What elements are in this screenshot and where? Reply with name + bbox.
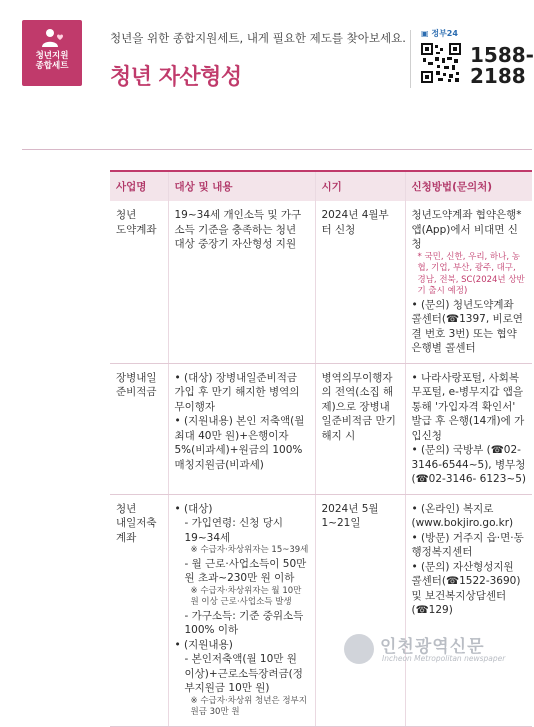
program-period: 2024년 4월부터 신청 xyxy=(315,201,405,363)
header-rule xyxy=(22,149,532,150)
call-center-number[interactable]: 1588- 2188 xyxy=(470,43,534,88)
program-content: • (대상) - 가입연령: 신청 당시 19~34세 ※ 수급자·차상위자는 15~39세 - 월 근로·사업소득이 50만 원 초과~230만 원 이하 ※ 수급자·차상위자는 월 10만 원 이상 근로·사업소득 발생 - 가구소득: 기준 중위소득 100% 이하 • (지원내용) - 본인저축액(월 10만 원 이상)+근로소득장려금(정부지원금 10만 원) ※ 수급자·차상위 청년은 정부지원금 30만 원 xyxy=(168,494,315,726)
qr-code-icon[interactable] xyxy=(421,43,461,83)
table-row xyxy=(110,363,532,494)
category-badge xyxy=(22,20,82,86)
table-header-row xyxy=(110,171,532,201)
watermark-logo-icon xyxy=(344,634,374,664)
table-row xyxy=(110,494,532,726)
column-header: 대상 및 내용 xyxy=(168,171,315,201)
program-period: 병역의무이행자의 전역(소집 해제)으로 장병내일준비적금 만기해지 시 xyxy=(315,363,405,494)
column-header: 사업명 xyxy=(110,171,168,201)
watermark-title: 인천광역신문 xyxy=(380,637,485,657)
watermark-subtitle: Incheon Metropolitan newspaper xyxy=(382,654,506,663)
program-apply: • 나라사랑포털, 사회복무포털, e-병무지갑 앱을 통해 '가입자격 확인서' 발급 후 은행(14개)에 가입신청 • (문의) 국방부 (☎02-3146-6544~5), 병무청 (☎02-3146- 6123~5) xyxy=(405,363,532,494)
bank-note: * 국민, 신한, 우리, 하나, 농협, 기업, 부산, 광주, 대구, 경남, 전북, SC(2024년 상반기 출시 예정) xyxy=(417,251,525,296)
page-header xyxy=(0,0,532,150)
page-title: 청년 자산형성 xyxy=(110,65,242,90)
program-name: 청년 내일저축 계좌 xyxy=(110,494,168,726)
program-name: 장병내일 준비적금 xyxy=(110,363,168,494)
program-name: 청년 도약계좌 xyxy=(110,201,168,363)
apply-text: 청년도약계좌 협약은행* 앱(App)에서 비대면 신청 xyxy=(411,209,522,250)
program-period: 2024년 5월 1~21일 xyxy=(315,494,405,726)
user-heart-icon xyxy=(41,28,63,48)
column-header: 시기 xyxy=(315,171,405,201)
page-subtitle: 청년을 위한 종합지원세트, 내게 필요한 제도를 찾아보세요. xyxy=(110,31,406,45)
program-content: • (대상) 장병내일준비적금 가입 후 만기 해지한 병역의무이행자 • (지원내용) 본인 저축액(월 최대 40만 원)+은행이자 5%(비과세)+원금의 100% 매칭지원금(비과세) xyxy=(168,363,315,494)
column-header: 신청방법(문의처) xyxy=(405,171,532,201)
gov24-label: ▣ 정부24 xyxy=(421,29,458,38)
program-apply xyxy=(405,201,532,363)
gov24-icon: ▣ xyxy=(421,29,432,38)
program-apply: • (온라인) 복지로(www.bokjiro.go.kr) • (방문) 거주지 읍·면·동 행정복지센터 • (문의) 자산형성지원 콜센터(☎1522-3690) 및 보건복지상담센터(☎129) xyxy=(405,494,532,726)
online-link[interactable]: • (온라인) 복지로(www.bokjiro.go.kr) xyxy=(411,502,514,529)
badge-label: 청년지원 종합세트 xyxy=(35,51,69,71)
contact-text: • (문의) 청년도약계좌 콜센터(☎1397, 비로연결 번호 3번) 또는 협약 은행별 콜센터 xyxy=(411,298,523,354)
table-row xyxy=(110,201,532,363)
header-divider xyxy=(410,30,411,88)
program-content: 19~34세 개인소득 및 가구소득 기준을 충족하는 청년 대상 중장기 자산형성 지원 xyxy=(168,201,315,363)
newspaper-watermark xyxy=(344,632,534,672)
